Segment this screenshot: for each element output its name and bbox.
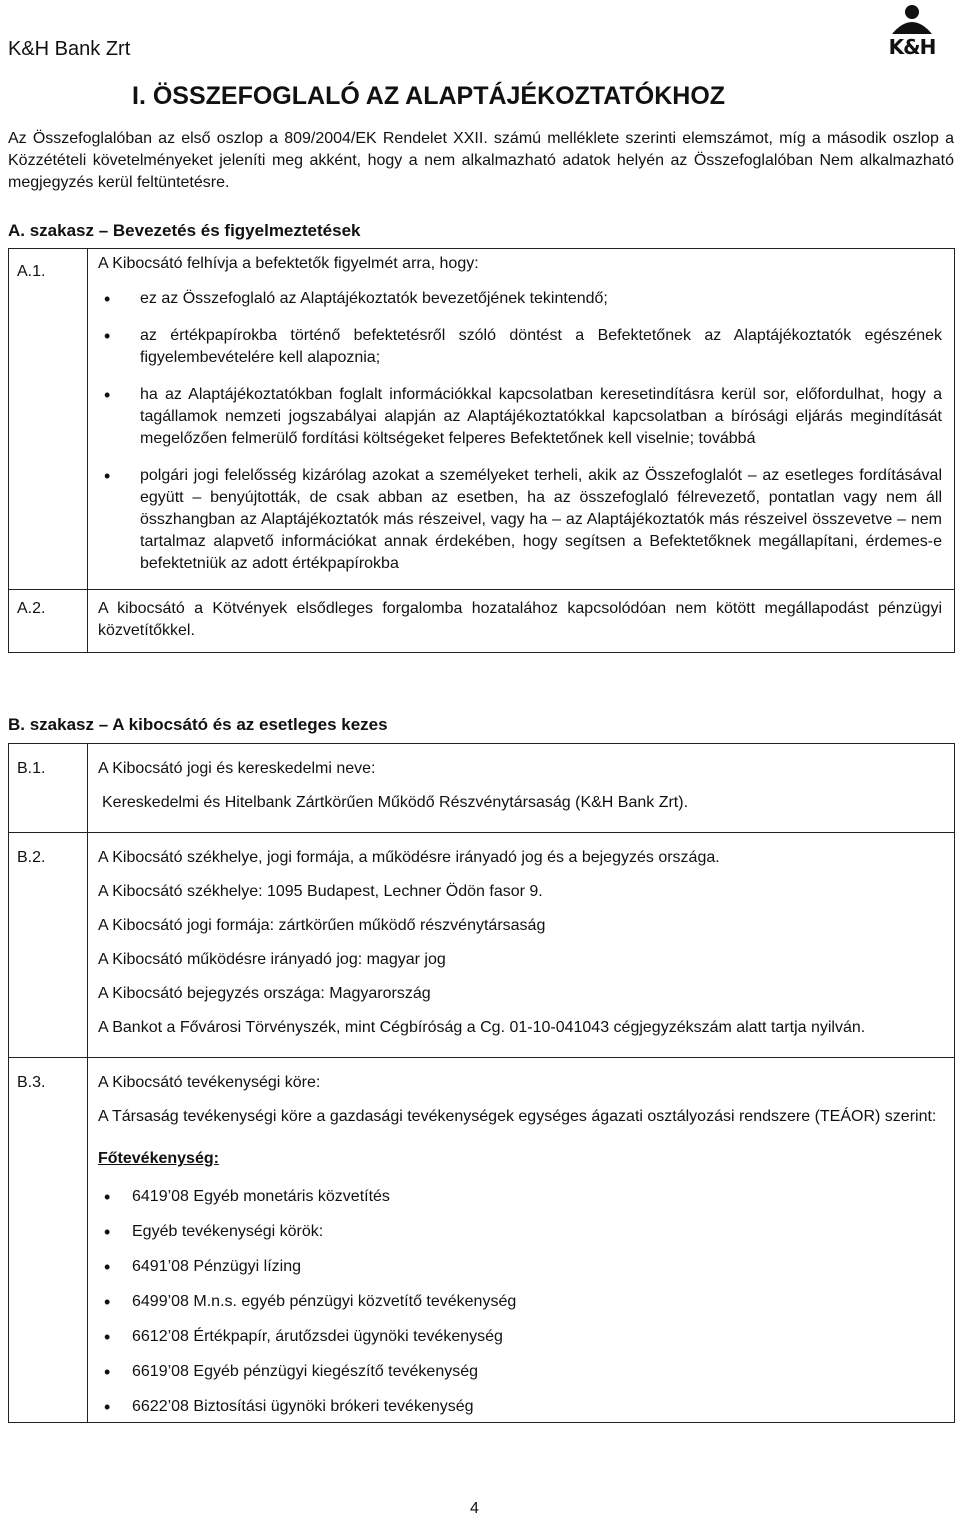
section-b-table xyxy=(8,743,955,1423)
table-row xyxy=(9,590,955,653)
a2-text: A kibocsátó a Kötvények elsődleges forgalomba hozatalához kapcsolódóan nem kötött megállapodást pénzügyi közvetítőkkel. xyxy=(98,600,942,639)
b2-line: A Kibocsátó működésre irányadó jog: magyar jog xyxy=(98,951,446,968)
section-b-title: B. szakasz – A kibocsátó és az esetleges kezes xyxy=(8,715,388,734)
list-item: • ez az Összefoglaló az Alaptájékoztatók bevezetőjének tekintendő; xyxy=(98,288,942,310)
row-content xyxy=(88,744,955,833)
a1-bullet-list xyxy=(98,288,942,575)
row-content xyxy=(88,249,955,590)
kh-logo xyxy=(876,4,948,60)
intro-paragraph: Az Összefoglalóban az első oszlop a 809/2004/EK Rendelet XXII. számú melléklete szerinti elemszámot, míg a második oszlop a Közzétételi követelményeket jeleníti meg akként, hogy a nem alkalmazható adatok helyén az Összefoglalóban Nem alkalmazható megjegyzés kerül feltüntetésre. xyxy=(8,130,954,191)
list-item: • 6619’08 Egyéb pénzügyi kiegészítő tevékenység xyxy=(98,1361,942,1383)
list-item: • 6491’08 Pénzügyi lízing xyxy=(98,1256,942,1278)
main-activity-heading: Főtevékenység: xyxy=(98,1150,219,1167)
row-number: A.1. xyxy=(9,249,88,590)
b2-line: A Kibocsátó jogi formája: zártkörűen működő részvénytársaság xyxy=(98,917,546,934)
table-row xyxy=(9,744,955,833)
row-content xyxy=(88,833,955,1058)
page-title: I. ÖSSZEFOGLALÓ AZ ALAPTÁJÉKOZTATÓKHOZ xyxy=(132,82,726,110)
row-number: B.1. xyxy=(9,744,88,833)
b1-value: Kereskedelmi és Hitelbank Zártkörűen Működő Részvénytársaság (K&H Bank Zrt). xyxy=(102,794,689,811)
table-row xyxy=(9,249,955,590)
list-item: • Egyéb tevékenységi körök: xyxy=(98,1221,942,1243)
table-row xyxy=(9,833,955,1058)
row-number: A.2. xyxy=(9,590,88,653)
b3-label: A Kibocsátó tevékenységi köre: xyxy=(98,1074,321,1091)
a1-lead: A Kibocsátó felhívja a befektetők figyelmét arra, hogy: xyxy=(98,255,479,272)
b1-label: A Kibocsátó jogi és kereskedelmi neve: xyxy=(98,760,376,777)
b2-line: A Kibocsátó bejegyzés országa: Magyarország xyxy=(98,985,431,1002)
list-item: • 6612’08 Értékpapír, árutőzsdei ügynöki tevékenység xyxy=(98,1326,942,1348)
b2-line: A Kibocsátó székhelye: 1095 Budapest, Lechner Ödön fasor 9. xyxy=(98,883,543,900)
row-content xyxy=(88,1058,955,1423)
section-a-table xyxy=(8,248,955,653)
row-number: B.3. xyxy=(9,1058,88,1423)
section-a-title: A. szakasz – Bevezetés és figyelmeztetések xyxy=(8,221,361,240)
kh-logo-icon xyxy=(890,4,934,34)
b2-line: A Kibocsátó székhelye, jogi formája, a működésre irányadó jog és a bejegyzés országa. xyxy=(98,849,720,866)
b2-line: A Bankot a Fővárosi Törvényszék, mint Cégbíróság a Cg. 01-10-041043 cégjegyzékszám alatt tartja nyilván. xyxy=(98,1019,866,1036)
header-brand: K&H Bank Zrt xyxy=(8,38,131,60)
table-row xyxy=(9,1058,955,1423)
row-content xyxy=(88,590,955,653)
page-number: 4 xyxy=(470,1500,479,1517)
logo-text: K&H xyxy=(888,35,936,59)
activity-list xyxy=(98,1186,942,1418)
list-item: • ha az Alaptájékoztatókban foglalt információkkal kapcsolatban keresetindításra kerül sor, előfordulhat, hogy a tagállamok nemzeti jogszabályai alapján az Alaptájékoztatókkal kapcsolatban a bírósági eljárás megindítását megelőzően felmerülő fordítási költségeket felperes Befektetőnek kell viselnie; továbbá xyxy=(98,384,942,450)
b3-text: A Társaság tevékenységi köre a gazdasági tevékenységek egységes ágazati osztályozási rendszere (TEÁOR) szerint: xyxy=(98,1108,937,1125)
list-item: • 6499’08 M.n.s. egyéb pénzügyi közvetítő tevékenység xyxy=(98,1291,942,1313)
list-item: • az értékpapírokba történő befektetésről szóló döntést a Befektetőnek az Alaptájékoztatók egészének figyelembevételére kell alapoznia; xyxy=(98,325,942,369)
list-item: • polgári jogi felelősség kizárólag azokat a személyeket terheli, akik az Összefoglalót – az esetleges fordításával együtt – benyújtották, de csak abban az esetben, ha az összefoglaló félrevezető, pontatlan vagy nem áll összhangban az Alaptájékoztatók más részeivel, vagy ha – az Alaptájékoztatók más részeivel összevetve – nem tartalmaz alapvető információkat annak érdekében, hogy segítsen a Befektetőknek megállapítani, érdemes-e befektetniük az adott értékpapírokba xyxy=(98,465,942,575)
row-number: B.2. xyxy=(9,833,88,1058)
list-item: • 6622’08 Biztosítási ügynöki brókeri tevékenység xyxy=(98,1396,942,1418)
list-item: • 6419’08 Egyéb monetáris közvetítés xyxy=(98,1186,942,1208)
